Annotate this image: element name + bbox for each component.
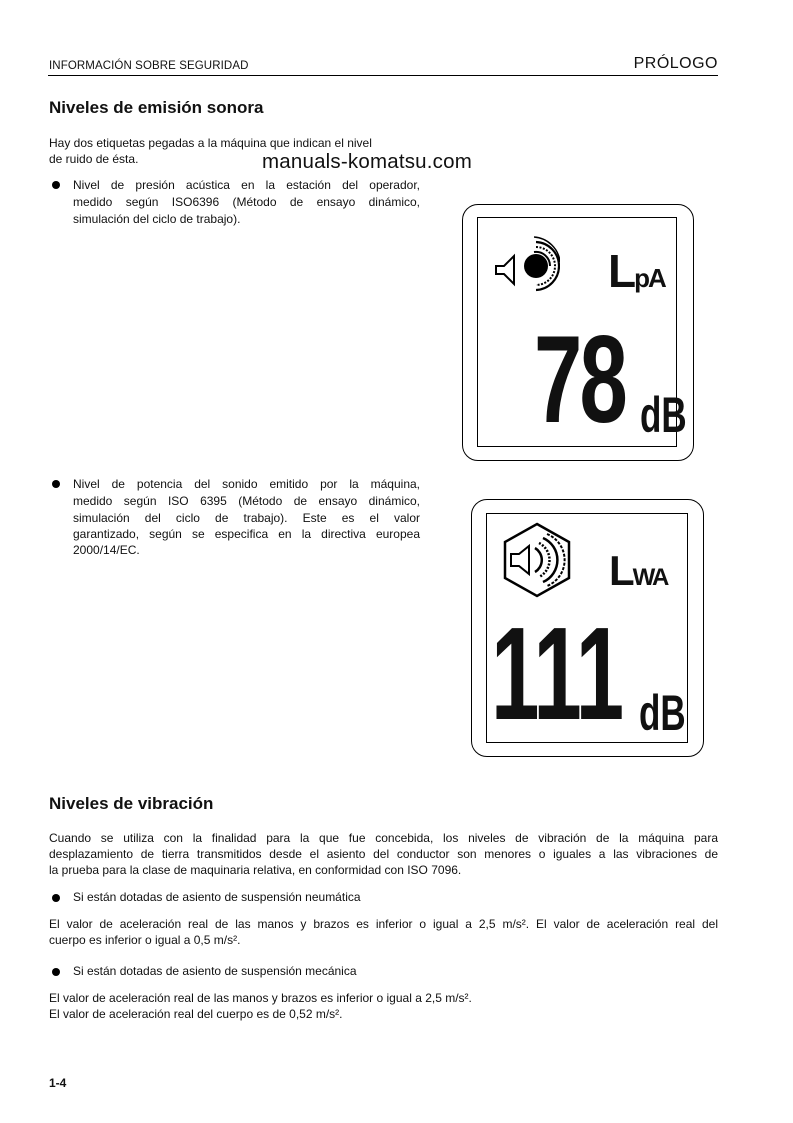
header-section-label: INFORMACIÓN SOBRE SEGURIDAD bbox=[49, 60, 249, 72]
lwa-label-inner-frame bbox=[486, 513, 688, 747]
operator-ear-sound-icon bbox=[490, 226, 560, 296]
machine-sound-power-icon bbox=[497, 520, 577, 600]
bullet1-line-1: Nivel de presión acústica en la estación del operador, bbox=[73, 178, 420, 192]
bullet2-line-5: 2000/14/EC. bbox=[73, 543, 140, 557]
pneumatic-seat-bullet: Si están dotadas de asiento de suspensión neumática bbox=[73, 890, 361, 904]
header-rule bbox=[48, 75, 718, 76]
lpa-subscript: pA bbox=[634, 263, 665, 293]
bullet2-line-3: simulación del ciclo de trabajo). Este es el valor bbox=[73, 511, 420, 525]
vibration-section-title: Niveles de vibración bbox=[49, 794, 214, 813]
bullet2-line-2: medido según ISO 6395 (Método de ensayo dinámico, bbox=[73, 494, 420, 508]
vibration-intro-line-2: desplazamiento de tierra transmitidos desde el asiento del conductor son menores o iguales a las vibraciones de bbox=[49, 847, 718, 861]
bullet-dot bbox=[52, 968, 60, 976]
bullet-dot bbox=[52, 181, 60, 189]
lpa-noise-label bbox=[462, 204, 694, 461]
pneumatic-seat-line-2: cuerpo es inferior o igual a 0,5 m/s². bbox=[49, 933, 241, 947]
lpa-symbol: L bbox=[608, 245, 635, 297]
lwa-noise-label bbox=[471, 499, 704, 757]
header-chapter-label: PRÓLOGO bbox=[633, 55, 718, 72]
bullet2-line-4: garantizado, según se especifica en la directiva europea bbox=[73, 527, 420, 541]
lpa-value: 78 bbox=[534, 311, 625, 449]
bullet-dot bbox=[52, 480, 60, 488]
bullet1-line-3: simulación del ciclo de trabajo). bbox=[73, 212, 241, 226]
bullet2-line-1: Nivel de potencia del sonido emitido por la máquina, bbox=[73, 477, 420, 491]
lpa-label-inner-frame bbox=[477, 217, 687, 449]
lpa-unit: dB bbox=[640, 387, 687, 443]
mechanical-seat-bullet: Si están dotadas de asiento de suspensión mecánica bbox=[73, 964, 357, 978]
lwa-unit: dB bbox=[639, 685, 686, 741]
lwa-subscript: WA bbox=[632, 564, 668, 591]
noise-intro-line-2: de ruido de ésta. bbox=[49, 152, 139, 166]
noise-section-title: Niveles de emisión sonora bbox=[49, 98, 264, 117]
page-number: 1-4 bbox=[49, 1076, 67, 1090]
vibration-intro-line-1: Cuando se utiliza con la finalidad para la que fue concebida, los niveles de vibración de la máquina para bbox=[49, 831, 718, 845]
lwa-value: 111 bbox=[491, 600, 623, 747]
bullet1-line-2: medido según ISO6396 (Método de ensayo dinámico, bbox=[73, 195, 420, 209]
noise-intro-line-1: Hay dos etiquetas pegadas a la máquina que indican el nivel bbox=[49, 136, 372, 150]
mechanical-seat-line-2: El valor de aceleración real del cuerpo es de 0,52 m/s². bbox=[49, 1007, 343, 1021]
vibration-intro-line-3: la prueba para la clase de maquinaria relativa, en conformidad con ISO 7096. bbox=[49, 863, 462, 877]
mechanical-seat-line-1: El valor de aceleración real de las manos y brazos es inferior o igual a 2,5 m/s². bbox=[49, 991, 472, 1005]
bullet-dot bbox=[52, 894, 60, 902]
lwa-symbol: L bbox=[609, 547, 633, 594]
pneumatic-seat-line-1: El valor de aceleración real de las manos y brazos es inferior o igual a 2,5 m/s². El valor de aceleración real del bbox=[49, 917, 718, 931]
watermark: manuals-komatsu.com bbox=[262, 150, 473, 173]
